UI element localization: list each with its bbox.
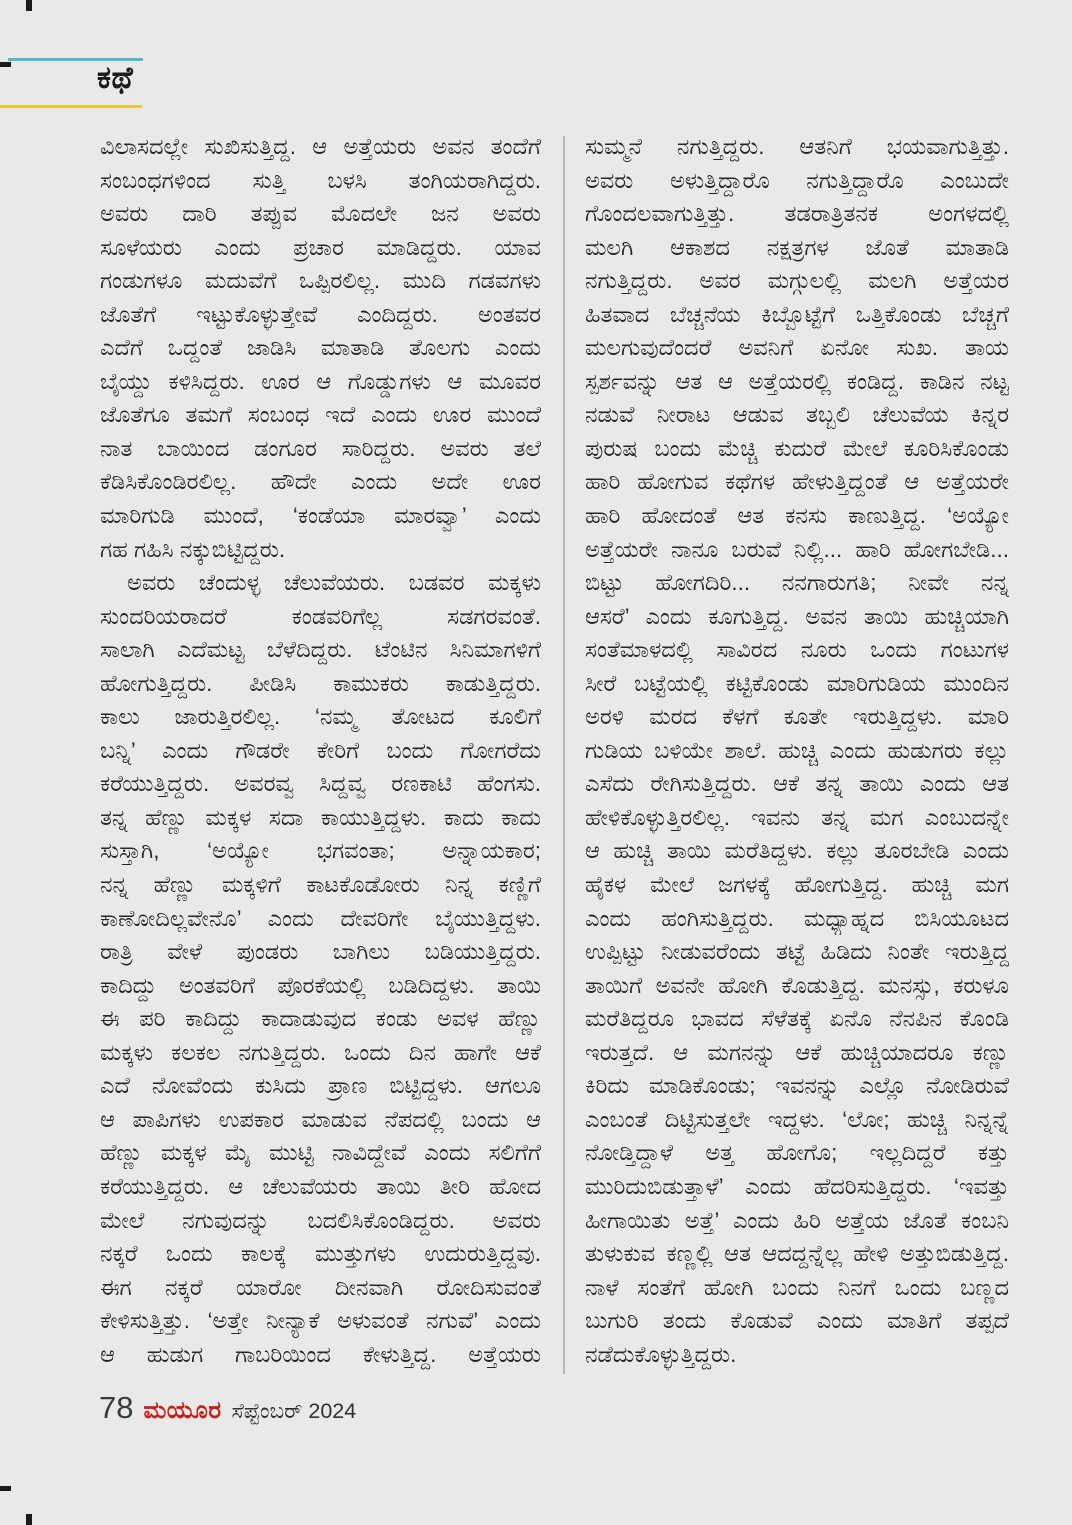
crop-mark-bottom-left-horizontal — [0, 1486, 11, 1491]
text-line: ಸೀರೆ ಬಟ್ಟೆಯಲ್ಲಿ ಕಟ್ಟಿಕೊಂಡು ಮಾರಿಗುಡಿಯ ಮುಂದಿನ — [585, 670, 1009, 696]
section-title: ಕಥೆ — [97, 60, 134, 95]
text-line: ಸುಸ್ತಾಗಿ, ‘ಅಯ್ಯೋ ಭಗವಂತಾ; ಅನ್ನಾಯಕಾರ; — [100, 838, 541, 864]
text-line: ನಾತ ಬಾಯಿಂದ ಡಂಗೂರ ಸಾರಿದ್ದರು. ಅವರು ತಲೆ — [100, 435, 541, 461]
text-line: ಜೊತೆಗೆ ಇಟ್ಟುಕೊಳ್ಳುತ್ತೇವೆ ಎಂದಿದ್ದರು. ಅಂತವರ — [100, 301, 541, 327]
text-line: ಎದೆಗೆ ಒದ್ದಂತೆ ಜಾಡಿಸಿ ಮಾತಾಡಿ ತೊಲಗು ಎಂದು — [100, 335, 541, 361]
text-line: ಕಾಲು ಜಾರುತ್ತಿರಲಿಲ್ಲ. ‘ನಮ್ಮ ತೋಟದ ಕೂಲಿಗೆ — [100, 704, 541, 730]
text-line: ಹಾರಿ ಹೋದಂತೆ ಆತ ಕನಸು ಕಾಣುತ್ತಿದ್ದ. ‘ಅಯ್ಯೋ — [585, 503, 1009, 529]
text-line: ಮೇಲೆ ನಗುವುದನ್ನು ಬದಲಿಸಿಕೊಂಡಿದ್ದರು. ಅವರು — [100, 1207, 541, 1233]
text-line: ಹಾರಿ ಹೋಗುವ ಕಥೆಗಳ ಹೇಳುತ್ತಿದ್ದಂತೆ ಆ ಅತ್ತೆಯರೇ — [585, 469, 1009, 495]
page-footer — [99, 1390, 356, 1432]
text-line: ಸೂಳೆಯರು ಎಂದು ಪ್ರಚಾರ ಮಾಡಿದ್ದರು. ಯಾವ — [100, 234, 541, 260]
text-line: ಗೊಂದಲವಾಗುತ್ತಿತ್ತು. ತಡರಾತ್ರಿತನಕ ಅಂಗಳದಲ್ಲಿ — [585, 201, 1009, 227]
text-line: ಹೀಗಾಯಿತು ಅತ್ತೆ’ ಎಂದು ಹಿರಿ ಅತ್ತೆಯ ಜೊತೆ ಕಂಬನಿ — [585, 1207, 1009, 1233]
text-line: ಬುಗುರಿ ತಂದು ಕೊಡುವೆ ಎಂದು ಮಾತಿಗೆ ತಪ್ಪದೆ — [585, 1308, 1009, 1334]
text-line: ಸಾಲಾಗಿ ಎದೆಮಟ್ಟ ಬೆಳೆದಿದ್ದರು. ಟೆಂಟಿನ ಸಿನಿಮಾಗಳಿಗೆ — [100, 637, 541, 663]
issue-date: ಸೆಪ್ಟೆಂಬರ್ 2024 — [231, 1399, 357, 1423]
text-line: ಅವರು ಚೆಂದುಳ್ಳ ಚೆಲುವೆಯರು. ಬಡವರ ಮಕ್ಕಳು — [127, 570, 541, 596]
text-line: ಹೋಗುತ್ತಿದ್ದರು. ಪೀಡಿಸಿ ಕಾಮುಕರು ಕಾಡುತ್ತಿದ್ದರು. — [100, 670, 541, 696]
text-line: ಎಂದು ಹಂಗಿಸುತ್ತಿದ್ದರು. ಮಧ್ಯಾಹ್ನದ ಬಿಸಿಯೂಟದ — [585, 905, 1009, 931]
magazine-logo: ಮಯೂರ — [143, 1397, 222, 1424]
text-line: ಈಗ ನಕ್ಕರೆ ಯಾರೋ ದೀನವಾಗಿ ರೋದಿಸುವಂತೆ — [100, 1274, 541, 1300]
text-line: ಮಲಗುವುದೆಂದರೆ ಅವನಿಗೆ ಏನೋ ಸುಖ. ತಾಯ — [585, 335, 1009, 361]
page-number: 78 — [99, 1390, 134, 1425]
text-line: ಹೈಕಳ ಮೇಲೆ ಜಗಳಕ್ಕೆ ಹೋಗುತ್ತಿದ್ದ. ಹುಚ್ಚಿ ಮಗ — [585, 872, 1009, 898]
text-line: ಅವರು ದಾರಿ ತಪ್ಪುವ ಮೊದಲೇ ಜನ ಅವರು — [100, 201, 541, 227]
text-line: ಕಿರಿದು ಮಾಡಿಕೊಂಡು; ಇವನನ್ನು ಎಲ್ಲೊ ನೋಡಿರುವೆ — [585, 1073, 1009, 1099]
article-right-column — [585, 130, 1009, 1371]
text-line: ಗುಡಿಯ ಬಳಿಯೇ ಶಾಲೆ. ಹುಚ್ಚಿ ಎಂದು ಹುಡುಗರು ಕಲ್ಲು — [585, 737, 1009, 763]
text-line: ನನ್ನ ಹೆಣ್ಣು ಮಕ್ಕಳಿಗೆ ಕಾಟಕೊಡೋರು ನಿನ್ನ ಕಣ್ಣಿಗೆ — [100, 872, 541, 898]
text-line: ಬಿಟ್ಟು ಹೋಗದಿರಿ... ನನಗಾರುಗತಿ; ನೀವೇ ನನ್ನ — [585, 570, 1009, 596]
text-line: ಮಾರಿಗುಡಿ ಮುಂದೆ, ‘ಕಂಡೆಯಾ ಮಾರವ್ವಾ’ ಎಂದು — [100, 503, 541, 529]
text-line: ನೋಡ್ತಿದ್ದಾಳೆ ಅತ್ತ ಹೋಗೊ; ಇಲ್ಲದಿದ್ದರೆ ಕತ್ತು — [585, 1140, 1009, 1166]
text-line: ನಗುತ್ತಿದ್ದರು. ಅವರ ಮಗ್ಗುಲಲ್ಲಿ ಮಲಗಿ ಅತ್ತೆಯರ — [585, 268, 1009, 294]
text-line: ಇರುತ್ತದೆ. ಆ ಮಗನನ್ನು ಆಕೆ ಹುಚ್ಚಿಯಾದರೂ ಕಣ್ಣು — [585, 1039, 1009, 1065]
text-line: ಎಂಬಂತೆ ದಿಟ್ಟಿಸುತ್ತಲೇ ಇದ್ದಳು. ‘ಲೋ; ಹುಚ್ಚಿ ನಿನ್ನನ್ನೆ — [585, 1106, 1009, 1132]
text-line: ಹೆಣ್ಣು ಮಕ್ಕಳ ಮೈ ಮುಟ್ಟಿ ನಾವಿದ್ದೇವೆ ಎಂದು ಸಲಿಗೆಗೆ — [100, 1140, 541, 1166]
text-line: ಸಂತೆಮಾಳದಲ್ಲಿ ಸಾವಿರದ ನೂರು ಒಂದು ಗಂಟುಗಳ — [585, 637, 1009, 663]
text-line: ಹೇಳಿಕೊಳ್ಳುತ್ತಿರಲಿಲ್ಲ. ಇವನು ತನ್ನ ಮಗ ಎಂಬುದನ್ನೇ — [585, 804, 1009, 830]
text-line: ತಾಯಿಗೆ ಅವನೇ ಹೋಗಿ ಕೊಡುತ್ತಿದ್ದ. ಮನಸ್ಸು, ಕರುಳೂ — [585, 972, 1009, 998]
text-line: ಜೊತೆಗೂ ತಮಗೆ ಸಂಬಂಧ ಇದೆ ಎಂದು ಊರ ಮುಂದೆ — [100, 402, 541, 428]
text-line: ಅರಳಿ ಮರದ ಕೆಳಗೆ ಕೂತೇ ಇರುತ್ತಿದ್ದಳು. ಮಾರಿ — [585, 704, 1009, 730]
text-line: ವಿಲಾಸದಲ್ಲೇ ಸುಖಿಸುತ್ತಿದ್ದ. ಆ ಅತ್ತೆಯರು ಅವನ ತಂದೆಗೆ — [100, 134, 541, 159]
text-line: ಬೈಯ್ದು ಕಳಿಸಿದ್ದರು. ಊರ ಆ ಗೊಡ್ಡುಗಳು ಆ ಮೂವರ — [100, 368, 541, 394]
text-line: ಅವರು ಅಳುತ್ತಿದ್ದಾರೊ ನಗುತ್ತಿದ್ದಾರೊ ಎಂಬುದೇ — [585, 167, 1009, 193]
article-left-column — [100, 130, 541, 1371]
text-line: ಮುರಿದುಬಿಡುತ್ತಾಳೆ’ ಎಂದು ಹೆದರಿಸುತ್ತಿದ್ದರು. ‘ಇವತ್ತು — [585, 1173, 1009, 1199]
text-line: ಕೆಡಿಸಿಕೊಂಡಿರಲಿಲ್ಲ. ಹೌದೇ ಎಂದು ಅದೇ ಊರ — [100, 469, 541, 495]
text-line: ತುಳುಕುವ ಕಣ್ಣಲ್ಲಿ ಆತ ಆದದ್ದನ್ನೆಲ್ಲ ಹೇಳಿ ಅತ್ತುಬಿಡುತ್ತಿದ್ದ. — [585, 1241, 1009, 1267]
crop-mark-bottom-left-vertical — [26, 1514, 32, 1525]
text-line: ಎಸೆದು ರೇಗಿಸುತ್ತಿದ್ದರು. ಆಕೆ ತನ್ನ ತಾಯಿ ಎಂದು ಆತ — [585, 771, 1009, 797]
text-line: ಅತ್ತೆಯರೇ ನಾನೂ ಬರುವೆ ನಿಲ್ಲಿ... ಹಾರಿ ಹೋಗಬೇಡಿ... — [585, 536, 1009, 562]
text-line: ಬನ್ನಿ’ ಎಂದು ಗೌಡರೇ ಕೇರಿಗೆ ಬಂದು ಗೋಗರೆದು — [100, 737, 541, 763]
text-line: ಸುಮ್ಮನೆ ನಗುತ್ತಿದ್ದರು. ಆತನಿಗೆ ಭಯವಾಗುತ್ತಿತ್ತು. — [585, 134, 1009, 159]
text-line: ನಕ್ಕರೆ ಒಂದು ಕಾಲಕ್ಕೆ ಮುತ್ತುಗಳು ಉದುರುತ್ತಿದ್ದವು. — [100, 1241, 541, 1267]
text-line: ಆ ಪಾಪಿಗಳು ಉಪಕಾರ ಮಾಡುವ ನೆಪದಲ್ಲಿ ಬಂದು ಆ — [100, 1106, 541, 1132]
text-line: ಎದೆ ನೋವೆಂದು ಕುಸಿದು ಪ್ರಾಣ ಬಿಟ್ಟಿದ್ದಳು. ಆಗಲೂ — [100, 1073, 541, 1099]
text-line: ಕಾದಿದ್ದು ಅಂತವರಿಗೆ ಪೊರಕೆಯಲ್ಲಿ ಬಡಿದಿದ್ದಳು. ತಾಯಿ — [100, 972, 541, 998]
text-line: ನಾಳೆ ಸಂತೆಗೆ ಹೋಗಿ ಬಂದು ನಿನಗೆ ಒಂದು ಬಣ್ಣದ — [585, 1274, 1009, 1300]
text-line: ಉಪ್ಪಿಟ್ಟು ನೀಡುವರೆಂದು ತಟ್ಟೆ ಹಿಡಿದು ನಿಂತೇ ಇರುತ್ತಿದ್ದ — [585, 939, 1009, 965]
text-line: ಕರೆಯುತ್ತಿದ್ದರು. ಅವರವ್ವ ಸಿದ್ದವ್ವ ರಣಕಾಟಿ ಹೆಂಗಸು. — [100, 771, 541, 797]
text-line: ನಡುವೆ ನೀರಾಟ ಆಡುವ ತಬ್ಬಲಿ ಚೆಲುವೆಯ ಕಿನ್ನರ — [585, 402, 1009, 428]
crop-mark-top-left-vertical — [26, 0, 32, 11]
text-line: ತನ್ನ ಹೆಣ್ಣು ಮಕ್ಕಳ ಸದಾ ಕಾಯುತ್ತಿದ್ದಳು. ಕಾದು ಕಾದು — [100, 804, 541, 830]
text-line: ಆ ಹುಡುಗ ಗಾಬರಿಯಿಂದ ಕೇಳುತ್ತಿದ್ದ. ಅತ್ತೆಯರು — [100, 1341, 541, 1367]
text-line: ಆಸರೆ’ ಎಂದು ಕೂಗುತ್ತಿದ್ದ. ಅವನ ತಾಯಿ ಹುಚ್ಚಿಯಾಗಿ — [585, 603, 1009, 629]
text-line: ಮಕ್ಕಳು ಕಲಕಲ ನಗುತ್ತಿದ್ದರು. ಒಂದು ದಿನ ಹಾಗೇ ಆಕೆ — [100, 1039, 541, 1065]
text-line: ಹಿತವಾದ ಬೆಚ್ಚನೆಯ ಕಿಬ್ಬೊಟ್ಟೆಗೆ ಒತ್ತಿಕೊಂಡು ಬೆಚ್ಚಗೆ — [585, 301, 1009, 327]
text-line: ಕಾಣೋದಿಲ್ಲವೇನೊ’ ಎಂದು ದೇವರಿಗೇ ಬೈಯುತ್ತಿದ್ದಳು. — [100, 905, 541, 931]
text-line: ಮಲಗಿ ಆಕಾಶದ ನಕ್ಷತ್ರಗಳ ಜೊತೆ ಮಾತಾಡಿ — [585, 234, 1009, 260]
text-line: ಮರೆತಿದ್ದರೂ ಭಾವದ ಸೆಳೆತಕ್ಕೆ ಏನೊ ನೆನಪಿನ ಕೊಂಡಿ — [585, 1006, 1009, 1032]
text-line: ಸುಂದರಿಯರಾದರೆ ಕಂಡವರಿಗೆಲ್ಲ ಸಡಗರವಂತೆ. — [100, 603, 541, 629]
text-line: ಕೇಳಿಸುತ್ತಿತ್ತು. ‘ಅತ್ತೇ ನೀನ್ಯಾಕೆ ಅಳುವಂತೆ ನಗುವೆ’ ಎಂದು — [100, 1308, 541, 1334]
text-line: ಪುರುಷ ಬಂದು ಮೆಚ್ಚಿ ಕುದುರೆ ಮೇಲೆ ಕೂರಿಸಿಕೊಂಡು — [585, 435, 1009, 461]
text-line: ಸಂಬಂಧಗಳಿಂದ ಸುತ್ತಿ ಬಳಸಿ ತಂಗಿಯರಾಗಿದ್ದರು. — [100, 167, 541, 193]
text-line: ರಾತ್ರಿ ವೇಳೆ ಪುಂಡರು ಬಾಗಿಲು ಬಡಿಯುತ್ತಿದ್ದರು. — [100, 939, 541, 965]
header-rule-bottom — [0, 105, 142, 108]
text-line: ಗಂಡುಗಳೂ ಮದುವೆಗೆ ಒಪ್ಪಿರಲಿಲ್ಲ. ಮುದಿ ಗಡವಗಳು — [100, 268, 541, 294]
text-line: ಸ್ಪರ್ಶವನ್ನು ಆತ ಆ ಅತ್ತೆಯರಲ್ಲಿ ಕಂಡಿದ್ದ. ಕಾಡಿನ ನಟ್ಟ — [585, 368, 1009, 394]
text-line: ನಡೆದುಕೊಳ್ಳುತ್ತಿದ್ದರು. — [585, 1341, 737, 1367]
text-line: ಗಹ ಗಹಿಸಿ ನಕ್ಕುಬಿಟ್ಟಿದ್ದರು. — [100, 536, 286, 562]
crop-mark-top-left-horizontal — [0, 62, 11, 67]
column-divider — [563, 136, 565, 1374]
text-line: ಕರೆಯುತ್ತಿದ್ದರು. ಆ ಚೆಲುವೆಯರು ತಾಯಿ ತೀರಿ ಹೋದ — [100, 1173, 541, 1199]
text-line: ಈ ಪರಿ ಕಾದಿದ್ದು ಕಾದಾಡುವುದ ಕಂಡು ಅವಳ ಹೆಣ್ಣು — [100, 1006, 541, 1032]
text-line: ಆ ಹುಚ್ಚಿ ತಾಯಿ ಮರೆತಿದ್ದಳು. ಕಲ್ಲು ತೂರಬೇಡಿ ಎಂದು — [585, 838, 1009, 864]
